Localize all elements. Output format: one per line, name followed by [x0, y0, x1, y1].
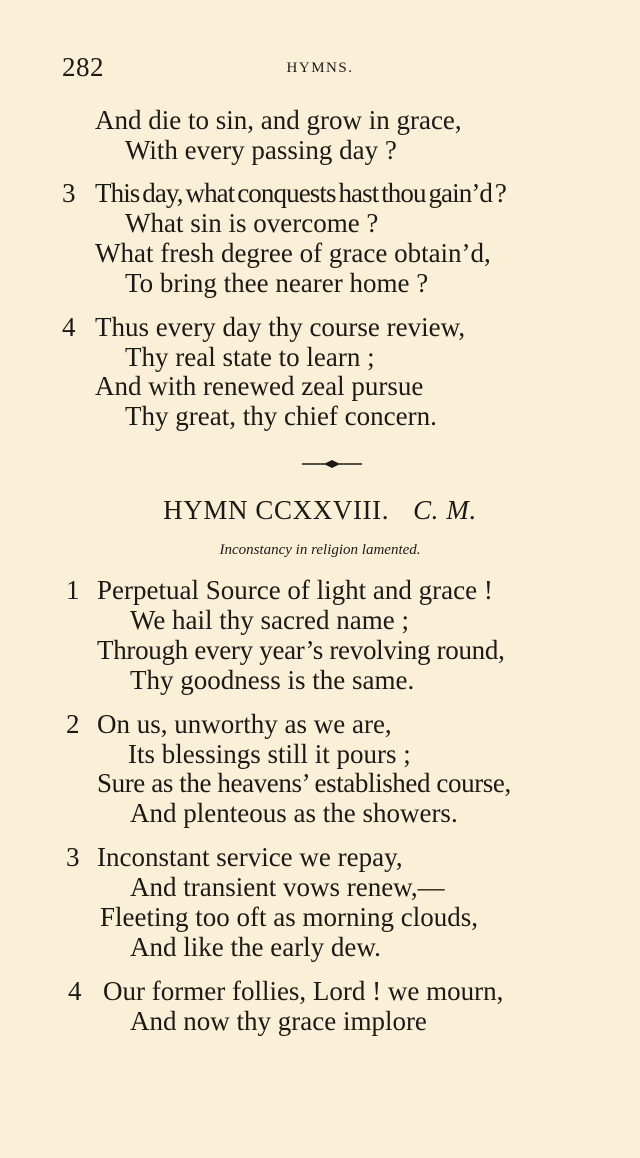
verse-line: Sure as the heavens’ established course,: [97, 768, 511, 798]
verse-line: Our former follies, Lord ! we mourn,: [103, 976, 504, 1006]
verse-line: Fleeting too oft as morning clouds,: [100, 902, 478, 932]
stanza-number: 1: [66, 575, 80, 605]
verse-line: We hail thy sacred name ;: [130, 605, 409, 635]
verse-line: To bring thee nearer home ?: [125, 268, 429, 298]
verse-line: And like the early dew.: [130, 932, 381, 962]
verse-line: What fresh degree of grace obtain’d,: [95, 238, 491, 268]
stanza-number: 4: [62, 312, 76, 342]
verse-line: On us, unworthy as we are,: [97, 709, 392, 739]
running-title: HYMNS.: [286, 60, 354, 76]
verse-line: And plenteous as the showers.: [130, 798, 458, 828]
page-number: 282: [62, 52, 104, 82]
ornament-divider: [300, 455, 364, 473]
verse-line: Perpetual Source of light and grace !: [97, 575, 493, 605]
verse-line: And transient vows renew,—: [130, 872, 445, 902]
hymn-number-title: HYMN CCXXVIII.: [163, 495, 390, 525]
verse-line: Thus every day thy course review,: [95, 312, 466, 342]
verse-line: And with renewed zeal pursue: [95, 371, 424, 401]
verse-line: This day, what conquests hast thou gain’d ?: [95, 178, 506, 208]
verse-line: Thy real state to learn ;: [125, 342, 375, 372]
verse-line: With every passing day ?: [125, 135, 397, 165]
hymn-meter: C. M.: [413, 495, 477, 525]
stanza-number: 4: [68, 976, 82, 1006]
verse-line: Thy goodness is the same.: [130, 665, 415, 695]
verse-line: And now thy grace implore: [130, 1006, 427, 1036]
verse-line: Inconstant service we repay,: [97, 842, 403, 872]
verse-line: And die to sin, and grow in grace,: [95, 105, 462, 135]
verse-line: Its blessings still it pours ;: [128, 739, 411, 769]
verse-line: Thy great, thy chief concern.: [125, 401, 437, 431]
hymn-subtitle: Inconstancy in religion lamented.: [219, 542, 421, 558]
stanza-number: 3: [66, 842, 80, 872]
verse-line: Through every year’s revolving round,: [97, 635, 505, 665]
stanza-number: 2: [66, 709, 80, 739]
page-header: [62, 52, 578, 84]
stanza-number: 3: [62, 178, 76, 208]
hymn-title: [0, 494, 640, 526]
verse-line: What sin is overcome ?: [125, 208, 379, 238]
